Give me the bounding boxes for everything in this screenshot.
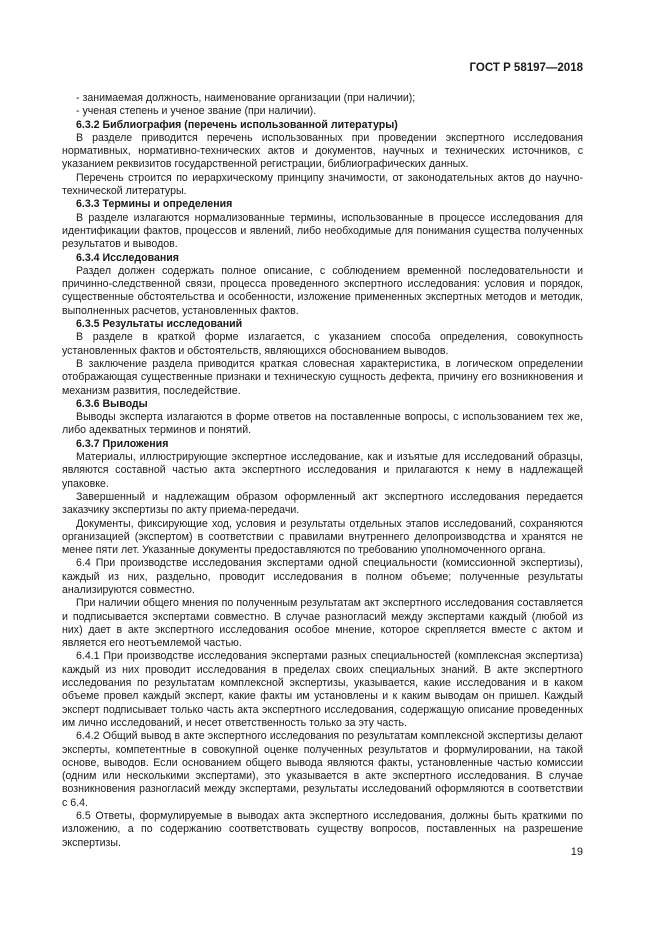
paragraph: При наличии общего мнения по полученным результатам акт экспертного исследования составляется и подписывается экспертами совместно. В случае разногласий между экспертами каждый (любой из них) дает в акте экспертного исследования особое мнение, которое скрепляется вместе с актом и является его неотъемлемой частью. xyxy=(62,597,583,650)
paragraph: 6.4.1 При производстве исследования экспертами разных специальностей (комплексная экспертиза) каждый из них проводит исследования в пределах своих специальных знаний. В акте экспертного исследования по результатам комплексной экспертизы, указывается, какие исследования и в каком объеме провел каждый эксперт, какие факты им установлены и к каким выводам он пришел. Каждый эксперт подписывает только часть акта экспертного исследования, содержащую описание проведенных им лично исследований, и несет ответственность только за эту часть. xyxy=(62,650,583,729)
list-item: - занимаемая должность, наименование организации (при наличии); xyxy=(76,92,416,104)
section-heading: 6.3.4 Исследования xyxy=(76,251,179,264)
paragraph: 6.4.2 Общий вывод в акте экспертного исследования по результатам комплексной экспертизы делают эксперты, компетентные в совокупной оценке полученных результатов и формулировании, на такой основе, выводов. Если основанием общего вывода являются факты, установленные частью комиссии (одним или несколькими экспертами), это указывается в акте экспертного исследования. В случае возникновения разногласий между экспертами, результаты исследований оформляются в соответствии с 6.4. xyxy=(62,730,583,809)
paragraph: Раздел должен содержать полное описание, с соблюдением временной последовательности и причинно-следственной связи, процесса проведенного экспертного исследования: условия и порядок, существенные обстоятельства и особенности, изложение примененных экспертных методов и методик, выполненных расчетов, установленных фактов. xyxy=(62,264,583,317)
section-heading: 6.3.3 Термины и определения xyxy=(76,198,233,211)
document-body xyxy=(62,92,583,850)
paragraph: В разделе приводится перечень использованных при проведении экспертного исследования нормативных, нормативно-технических актов и документов, научных и технических источников, с указанием реквизитов государственной регистрации, библиографических данных. xyxy=(62,131,583,171)
paragraph: В разделе излагаются нормализованные термины, использованные в процессе исследования для идентификации фактов, процессов и явлений, либо необходимые для понимания существа полученных результатов и выводов. xyxy=(62,211,583,251)
section-heading: 6.3.6 Выводы xyxy=(76,397,148,410)
paragraph: В разделе в краткой форме излагается, с указанием способа определения, совокупность установленных фактов и обстоятельств, являющихся обоснованием выводов. xyxy=(62,331,583,357)
document-header: ГОСТ Р 58197—2018 xyxy=(469,62,583,74)
section-heading: 6.3.5 Результаты исследований xyxy=(76,318,243,331)
paragraph: Выводы эксперта излагаются в форме ответов на поставленные вопросы, с использованием тех же, либо адекватных терминов и понятий. xyxy=(62,411,583,437)
section-heading: 6.3.7 Приложения xyxy=(76,437,169,450)
paragraph: Перечень строится по иерархическому принципу значимости, от законодательных актов до научно-технической литературы. xyxy=(62,171,583,198)
paragraph: 6.4 При производстве исследования экспертами одной специальности (комиссионной экспертизы), каждый из них, раздельно, проводит исследования в полном объеме; полученные результаты анализируются совместно. xyxy=(62,557,583,596)
paragraph: 6.5 Ответы, формулируемые в выводах акта экспертного исследования, должны быть краткими по изложению, а по содержанию соответствовать существу вопросов, поставленных на разрешение экспертизы. xyxy=(62,810,583,849)
paragraph: Документы, фиксирующие ход, условия и результаты отдельных этапов исследований, сохраняются организацией (экспертом) в соответствии с правилами внутреннего делопроизводства и хранятся не менее пяти лет. Указанные документы предоставляются по требованию уполномоченного органа. xyxy=(62,517,583,557)
paragraph: Завершенный и надлежащим образом оформленный акт экспертного исследования передается заказчику экспертизы по акту приема-передачи. xyxy=(62,490,583,517)
paragraph: В заключение раздела приводится краткая словесная характеристика, в логическом определении отображающая существенные признаки и техническую сущность дефекта, причину его возникновения и механизм развития, последействие. xyxy=(62,357,583,397)
list-item: - ученая степень и ученое звание (при наличии). xyxy=(76,105,317,118)
page-number: 19 xyxy=(570,846,583,858)
section-heading: 6.3.2 Библиография (перечень использованной литературы) xyxy=(76,118,398,131)
paragraph: Материалы, иллюстрирующие экспертное исследование, как и изъятые для исследований образцы, являются составной частью акта экспертного исследования и прилагаются к нему в надлежащей упаковке. xyxy=(62,451,583,490)
